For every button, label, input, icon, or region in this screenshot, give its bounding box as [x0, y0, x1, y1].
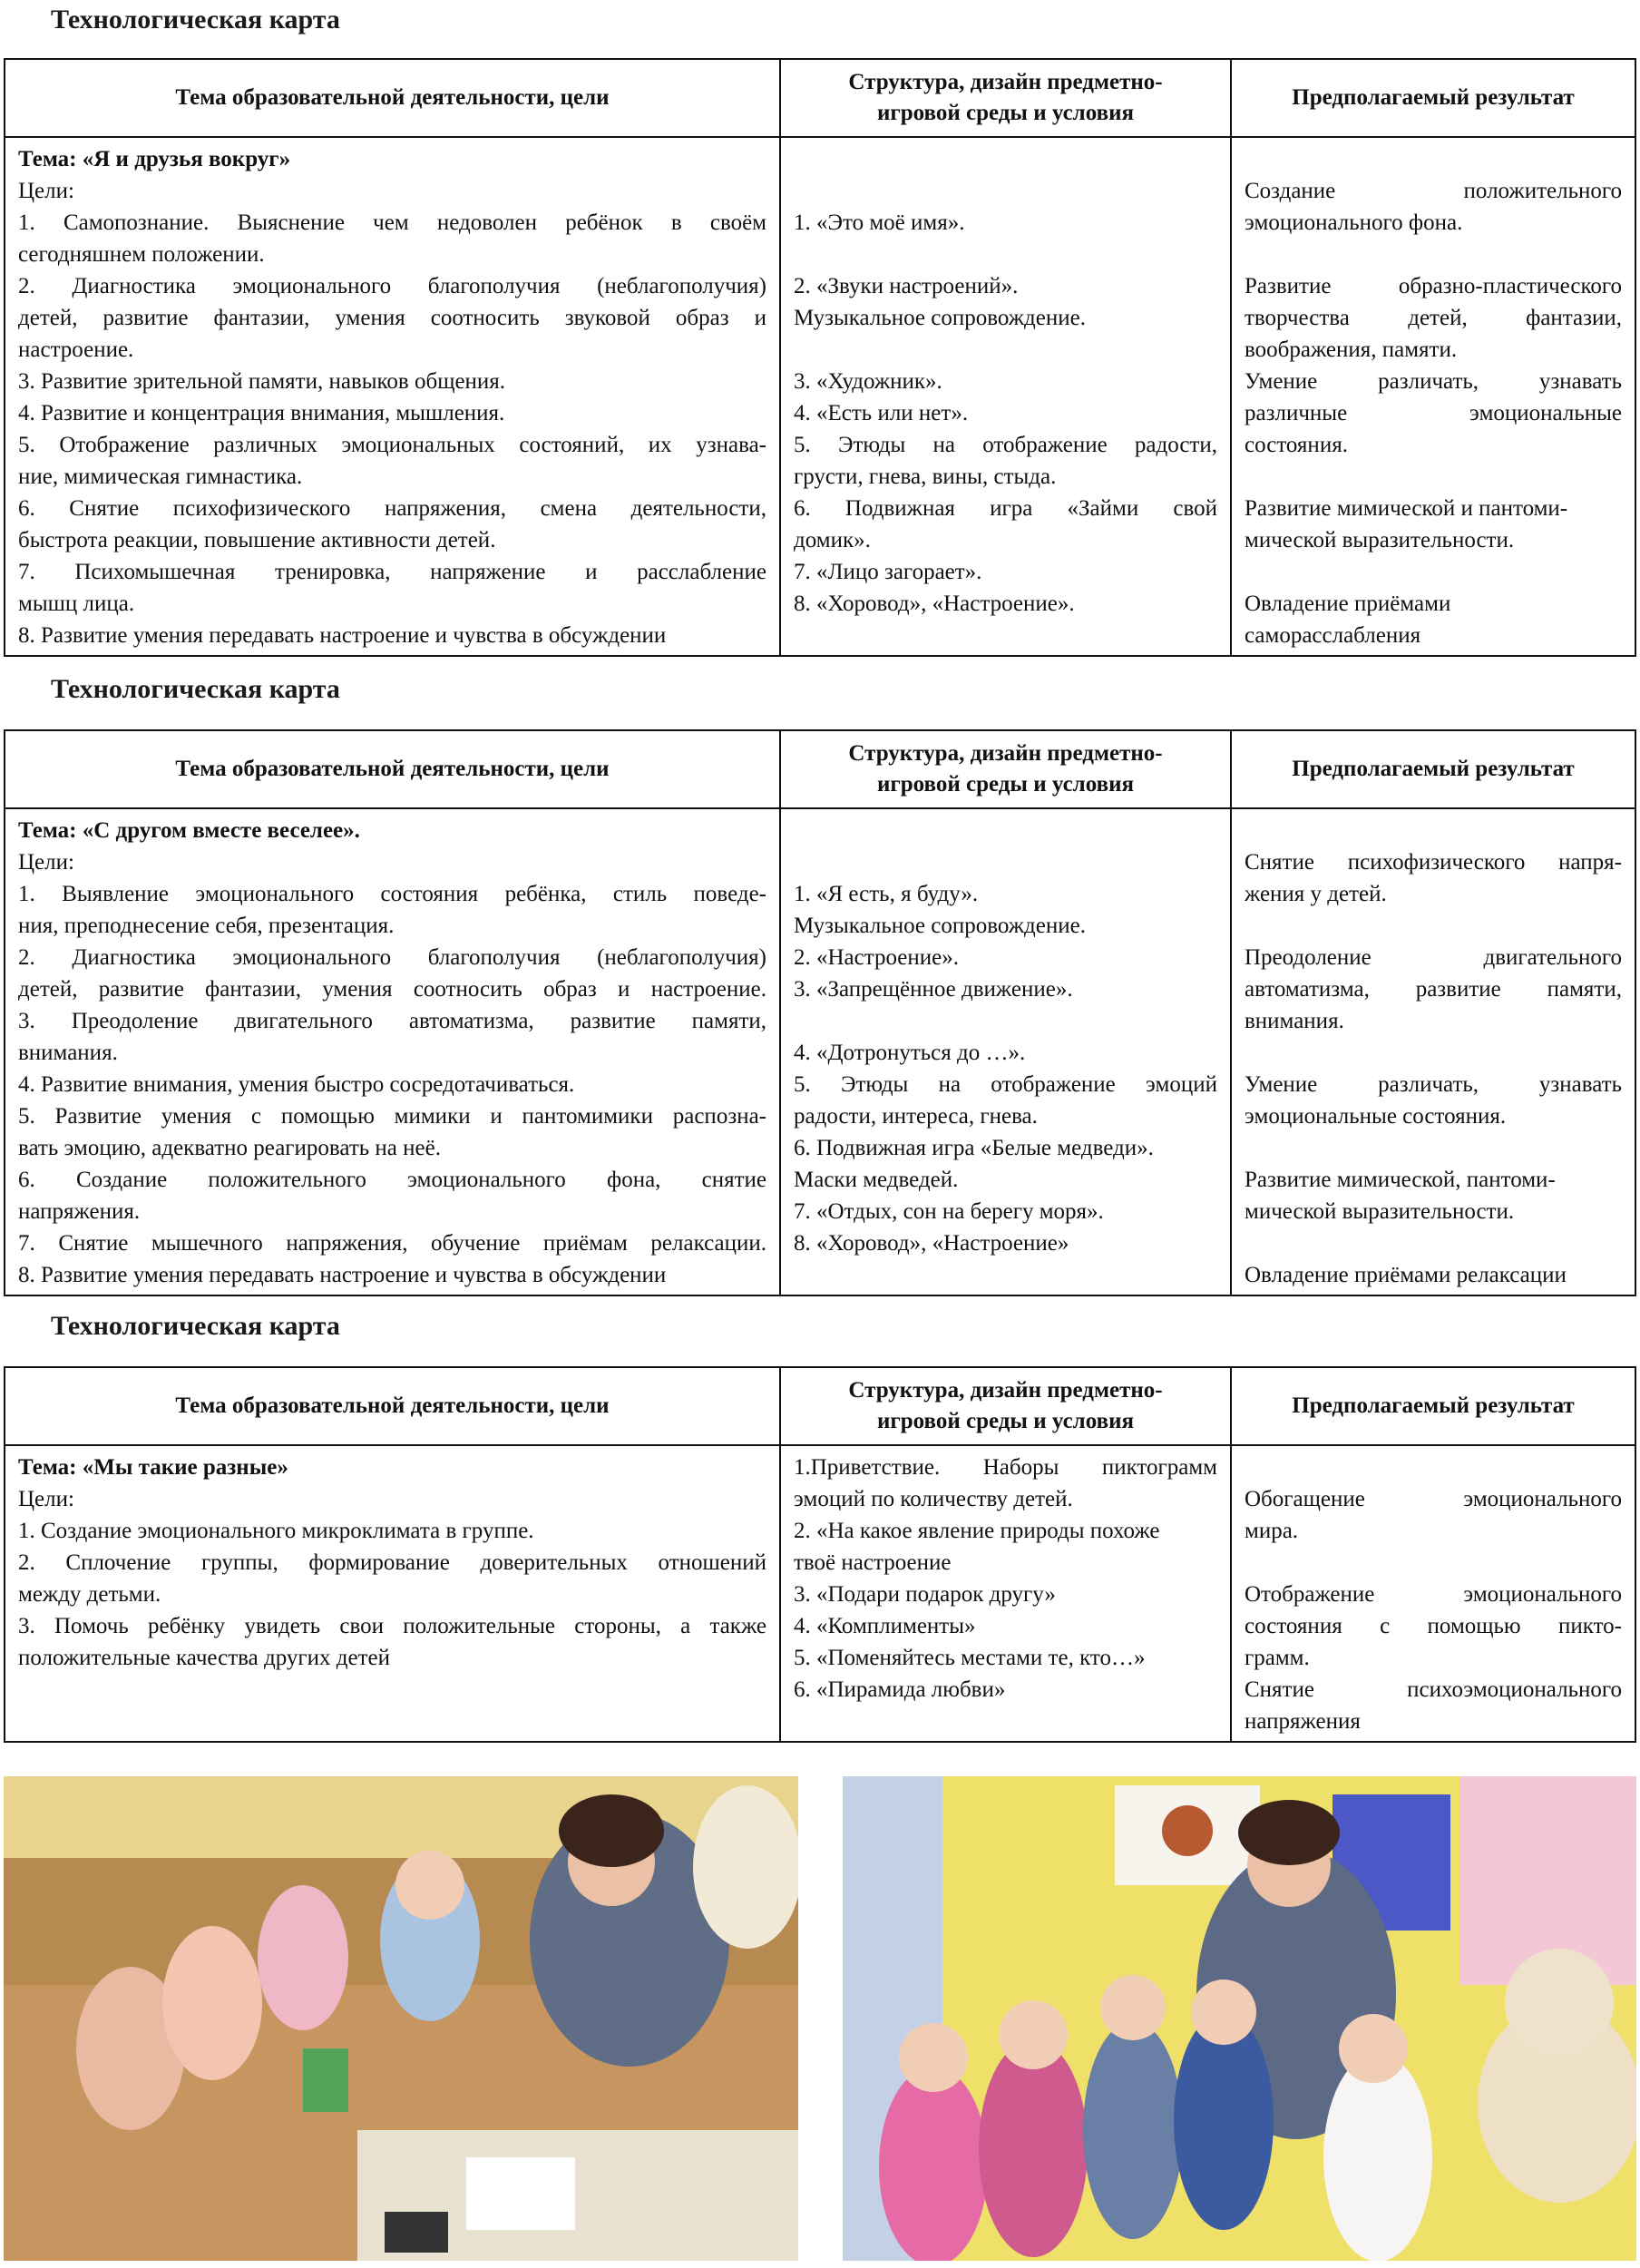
structure-line: 3. «Запрещённое движение». [794, 977, 1073, 1002]
structure-line: 2. «Звуки настроений». [794, 274, 1019, 298]
structure-line: 3. «Подари подарок другу» [794, 1582, 1056, 1607]
structure-line: Музыкальное сопровождение. [794, 306, 1086, 330]
goal-line: 7. Психомышечная тренировка, напряжение и расслабление [18, 560, 766, 584]
tech-map-table-3 [4, 1366, 1636, 1743]
result-line: Обогащение эмоционального [1245, 1487, 1622, 1511]
header-theme: Тема образовательной деятельности, цели [5, 59, 780, 137]
blank-line [794, 175, 1217, 207]
structure-line: 4. «Комплименты» [794, 1614, 976, 1638]
result-cell [1231, 1445, 1635, 1742]
structure-line: 2. «На какое явление природы похоже [794, 1519, 1160, 1543]
goal-line: детей, развитие фантазии, умения соотносить образ и настроение. [18, 977, 766, 1002]
goal-line: быстрота реакции, повышение активности детей. [18, 528, 496, 552]
topic: Тема: «С другом вместе веселее». [18, 818, 360, 843]
photo-children-standing [843, 1776, 1636, 2261]
result-line: мической выразительности. [1245, 1199, 1515, 1224]
theme-cell [5, 137, 780, 656]
result-line: Развитие образно-пластического [1245, 274, 1622, 298]
result-line: Создание положительного [1245, 179, 1622, 203]
structure-line: 1. «Это моё имя». [794, 210, 965, 235]
result-line: Развитие мимической и пантоми- [1245, 496, 1568, 521]
header-theme: Тема образовательной деятельности, цели [5, 1367, 780, 1445]
goal-line: 3. Преодоление двигательного автоматизма, развитие памяти, [18, 1009, 766, 1033]
table-header-row [5, 1367, 1635, 1445]
photo-children-standing-image [843, 1776, 1636, 2261]
goal-line: 1. Самопознание. Выяснение чем недоволен ребёнок в своём [18, 210, 766, 235]
goals-label: Цели: [18, 179, 74, 203]
goal-line: 4. Развитие внимания, умения быстро сосредотачиваться. [18, 1072, 575, 1097]
header-theme: Тема образовательной деятельности, цели [5, 730, 780, 808]
goal-line: положительные качества других детей [18, 1646, 390, 1670]
structure-line: 8. «Хоровод», «Настроение» [794, 1231, 1069, 1256]
result-line: состояния с помощью пикто- [1245, 1614, 1622, 1638]
table-header-row [5, 730, 1635, 808]
header-structure-line-2: игровой среды и условия [876, 1409, 1135, 1433]
result-line: Развитие мимической, пантоми- [1245, 1168, 1556, 1192]
result-line: воображения, памяти. [1245, 337, 1458, 362]
structure-cell [780, 137, 1231, 656]
goal-line: вать эмоцию, адекватно реагировать на неё. [18, 1136, 441, 1160]
blank-line [1245, 556, 1622, 588]
goal-line: 1. Выявление эмоционального состояния ребёнка, стиль поведе- [18, 882, 766, 906]
goal-line: между детьми. [18, 1582, 161, 1607]
goal-line: ния, преподнесение себя, презентация. [18, 914, 395, 938]
result-line: эмоциональные состояния. [1245, 1104, 1507, 1129]
structure-line: 6. «Пирамида любви» [794, 1677, 1006, 1702]
goal-line: 6. Снятие психофизического напряжения, смена деятельности, [18, 496, 766, 521]
structure-line: 4. «Дотронуться до …». [794, 1041, 1026, 1065]
result-line: напряжения [1245, 1709, 1361, 1734]
result-line: различные эмоциональные [1245, 401, 1622, 425]
blank-line [794, 846, 1217, 878]
blank-line [1245, 815, 1622, 846]
result-line: Овладение приёмами [1245, 591, 1451, 616]
goals-label: Цели: [18, 850, 74, 875]
blank-line [794, 334, 1217, 366]
table-row [5, 808, 1635, 1295]
header-structure [780, 730, 1231, 808]
blank-line [1245, 239, 1622, 270]
structure-line: 7. «Лицо загорает». [794, 560, 982, 584]
result-line: Овладение приёмами релаксации [1245, 1263, 1567, 1287]
result-line: Снятие психоэмоционального [1245, 1677, 1622, 1702]
structure-line: Музыкальное сопровождение. [794, 914, 1086, 938]
card-1-title: Технологическая карта [51, 5, 340, 34]
card-2-title: Технологическая карта [51, 674, 340, 704]
result-cell [1231, 808, 1635, 1295]
result-line: эмоционального фона. [1245, 210, 1463, 235]
header-result: Предполагаемый результат [1231, 1367, 1635, 1445]
structure-line: 5. Этюды на отображение эмоций [794, 1072, 1217, 1097]
structure-line: 4. «Есть или нет». [794, 401, 969, 425]
result-line: внимания. [1245, 1009, 1344, 1033]
structure-line: твоё настроение [794, 1550, 952, 1575]
structure-line: 5. Этюды на отображение радости, [794, 433, 1217, 457]
structure-line: домик». [794, 528, 871, 552]
blank-line [1245, 461, 1622, 493]
goal-line: 4. Развитие и концентрация внимания, мышления. [18, 401, 505, 425]
result-line: Отображение эмоционального [1245, 1582, 1622, 1607]
goal-line: 7. Снятие мышечного напряжения, обучение приёмам релаксации. [18, 1231, 766, 1256]
result-line: грамм. [1245, 1646, 1310, 1670]
result-line: мической выразительности. [1245, 528, 1515, 552]
result-line: Снятие психофизического напря- [1245, 850, 1622, 875]
blank-line [1245, 1037, 1622, 1069]
result-line: состояния. [1245, 433, 1348, 457]
goal-line: 2. Диагностика эмоционального благополучия (неблагополучия) [18, 945, 766, 970]
result-line: Преодоление двигательного [1245, 945, 1622, 970]
blank-line [1245, 1227, 1622, 1259]
blank-line [1245, 1547, 1622, 1579]
structure-line: 1.Приветствие. Наборы пиктограмм [794, 1455, 1217, 1480]
table-header-row [5, 59, 1635, 137]
blank-line [794, 815, 1217, 846]
card-3-title: Технологическая карта [51, 1311, 340, 1341]
header-structure-line-1: Структура, дизайн предметно- [848, 70, 1163, 94]
blank-line [1245, 143, 1622, 175]
table-row [5, 1445, 1635, 1742]
result-line: творчества детей, фантазии, [1245, 306, 1622, 330]
structure-cell [780, 1445, 1231, 1742]
tech-map-table-1 [4, 58, 1636, 657]
goal-line: 1. Создание эмоционального микроклимата в группе. [18, 1519, 534, 1543]
goal-line: 6. Создание положительного эмоционального фона, снятие [18, 1168, 766, 1192]
header-result: Предполагаемый результат [1231, 59, 1635, 137]
table-row [5, 137, 1635, 656]
theme-cell [5, 808, 780, 1295]
topic: Тема: «Я и друзья вокруг» [18, 147, 291, 171]
header-structure-line-2: игровой среды и условия [876, 101, 1135, 125]
structure-line: 1. «Я есть, я буду». [794, 882, 979, 906]
goal-line: 3. Помочь ребёнку увидеть свои положительные стороны, а также [18, 1614, 766, 1638]
structure-line: эмоций по количеству детей. [794, 1487, 1073, 1511]
blank-line [794, 143, 1217, 175]
goal-line: 2. Сплочение группы, формирование доверительных отношений [18, 1550, 766, 1575]
structure-line: радости, интереса, гнева. [794, 1104, 1038, 1129]
result-line: Умение различать, узнавать [1245, 369, 1622, 394]
structure-line: Маски медведей. [794, 1168, 959, 1192]
structure-cell [780, 808, 1231, 1295]
goal-line: детей, развитие фантазии, умения соотносить звуковой образ и [18, 306, 766, 330]
structure-line: 8. «Хоровод», «Настроение». [794, 591, 1075, 616]
result-line: мира. [1245, 1519, 1299, 1543]
topic: Тема: «Мы такие разные» [18, 1455, 288, 1480]
goal-line: настроение. [18, 337, 134, 362]
structure-line: грусти, гнева, вины, стыда. [794, 464, 1057, 489]
header-structure [780, 59, 1231, 137]
goal-line: напряжения. [18, 1199, 141, 1224]
goal-line: 2. Диагностика эмоционального благополучия (неблагополучия) [18, 274, 766, 298]
result-line: саморасслабления [1245, 623, 1421, 648]
goal-line: мышц лица. [18, 591, 135, 616]
blank-line [1245, 1132, 1622, 1164]
blank-line [794, 1005, 1217, 1037]
header-structure-line-2: игровой среды и условия [876, 772, 1135, 797]
structure-line: 3. «Художник». [794, 369, 942, 394]
goal-line: 8. Развитие умения передавать настроение и чувства в обсуждении [18, 623, 667, 648]
goal-line: внимания. [18, 1041, 118, 1065]
goal-line: сегодняшнем положении. [18, 242, 265, 267]
goal-line: 5. Отображение различных эмоциональных состояний, их узнава- [18, 433, 766, 457]
structure-line: 7. «Отдых, сон на берегу моря». [794, 1199, 1104, 1224]
photo-children-sitting-image [4, 1776, 798, 2261]
header-structure-line-1: Структура, дизайн предметно- [848, 741, 1163, 766]
structure-line: 6. Подвижная игра «Белые медведи». [794, 1136, 1154, 1160]
goal-line: 3. Развитие зрительной памяти, навыков общения. [18, 369, 506, 394]
header-result: Предполагаемый результат [1231, 730, 1635, 808]
theme-cell [5, 1445, 780, 1742]
result-line: автоматизма, развитие памяти, [1245, 977, 1622, 1002]
goal-line: ние, мимическая гимнастика. [18, 464, 303, 489]
header-structure-line-1: Структура, дизайн предметно- [848, 1378, 1163, 1403]
structure-line: 2. «Настроение». [794, 945, 959, 970]
tech-map-table-2 [4, 729, 1636, 1296]
goal-line: 8. Развитие умения передавать настроение и чувства в обсуждении [18, 1263, 667, 1287]
result-line: Умение различать, узнавать [1245, 1072, 1622, 1097]
result-line: жения у детей. [1245, 882, 1387, 906]
structure-line: 6. Подвижная игра «Займи свой [794, 496, 1217, 521]
photo-children-sitting [4, 1776, 798, 2261]
result-cell [1231, 137, 1635, 656]
structure-line: 5. «Поменяйтесь местами те, кто…» [794, 1646, 1146, 1670]
blank-line [1245, 910, 1622, 942]
goals-label: Цели: [18, 1487, 74, 1511]
blank-line [794, 239, 1217, 270]
header-structure [780, 1367, 1231, 1445]
goal-line: 5. Развитие умения с помощью мимики и пантомимики распозна- [18, 1104, 766, 1129]
blank-line [1245, 1452, 1622, 1483]
